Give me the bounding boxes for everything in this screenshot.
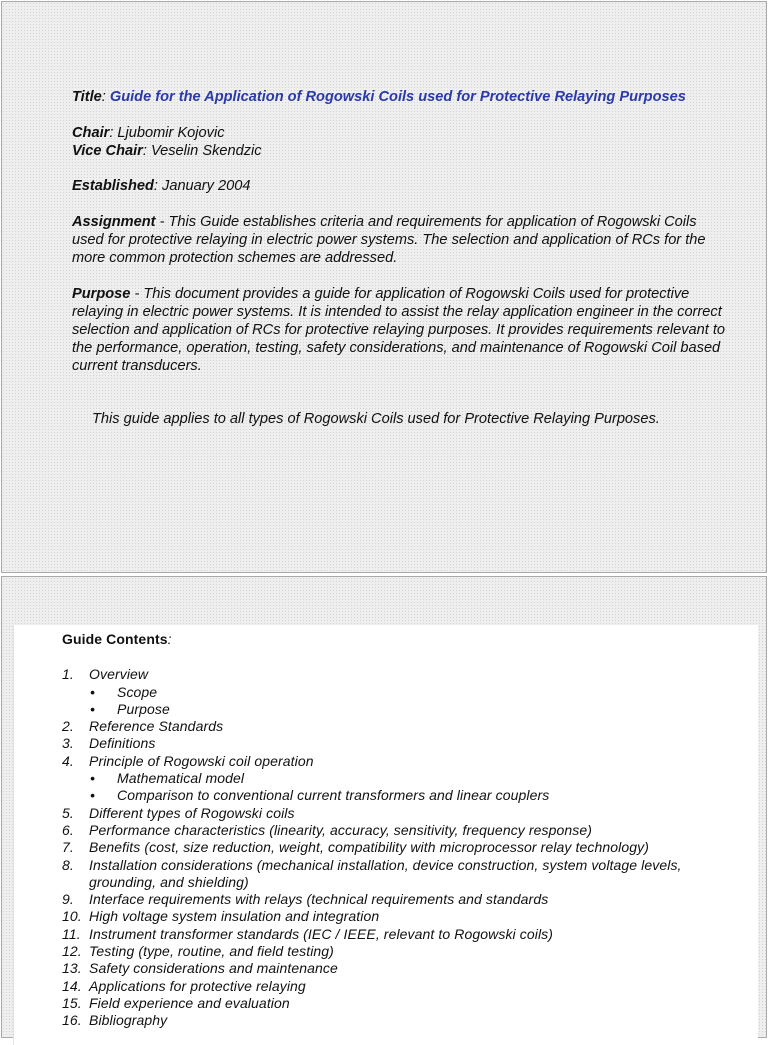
item-number: 7. [62, 839, 74, 856]
contents-item [62, 1012, 752, 1029]
contents-panel [13, 625, 758, 1045]
contents-subitem [62, 684, 752, 701]
item-number: 1. [62, 666, 74, 683]
contents-subitem [62, 770, 752, 787]
contents-item [62, 978, 752, 995]
item-text: Testing (type, routine, and field testing) [89, 943, 334, 960]
contents-heading: Guide Contents: [62, 631, 172, 647]
contents-item [62, 735, 752, 752]
item-text: Field experience and evaluation [89, 994, 290, 1011]
chair-label: Chair [72, 125, 110, 141]
table-of-contents [62, 631, 752, 1030]
item-text: Instrument transformer standards (IEC / IEEE, relevant to Rogowski coils) [89, 925, 554, 942]
item-number: 10. [62, 908, 82, 925]
established-label: Established [72, 178, 154, 194]
contents-item [62, 839, 752, 856]
assignment-paragraph [72, 213, 732, 267]
item-text: Bibliography [89, 1012, 168, 1029]
bullet-marker: • [90, 700, 96, 717]
contents-item [62, 960, 752, 977]
contents-item [62, 908, 752, 925]
contents-item [62, 891, 752, 908]
purpose-text: - This document provides a guide for application of Rogowski Coils used for protective relaying in electric power systems. It is intended to assist the relay application engineer in the correct selection and application of RCs for protective relaying purposes. It provides requirements relevant to the performance, operation, testing, safety considerations, and maintenance of Rogowski Coil based current transducers. [72, 286, 726, 374]
title-line: Title: Guide for the Application of Rogowski Coils used for Protective Relaying Purposes [72, 89, 686, 105]
contents-list [62, 666, 752, 1029]
contents-item [62, 822, 752, 839]
item-number: 15. [62, 994, 82, 1011]
item-number: 12. [62, 943, 82, 960]
item-number: 16. [62, 1012, 82, 1029]
item-text: Comparison to conventional current transformers and linear couplers [117, 787, 550, 804]
slide-1 [1, 1, 767, 573]
item-number: 3. [62, 735, 74, 752]
item-text: Benefits (cost, size reduction, weight, compatibility with microprocessor relay technology) [89, 839, 649, 856]
item-text: Installation considerations (mechanical installation, device construction, system voltage levels, grounding, and shielding) [89, 856, 682, 890]
item-number: 2. [62, 718, 74, 735]
item-text: Applications for protective relaying [89, 977, 306, 994]
bullet-marker: • [90, 787, 96, 804]
item-number: 4. [62, 752, 74, 769]
item-number: 9. [62, 891, 74, 908]
contents-item [62, 805, 752, 822]
contents-item [62, 926, 752, 943]
slide-2 [1, 576, 767, 1038]
item-text: Interface requirements with relays (technical requirements and standards [89, 891, 549, 908]
item-number: 14. [62, 977, 82, 994]
contents-subitem [62, 701, 752, 718]
item-text: Purpose [117, 700, 170, 717]
contents-item [62, 666, 752, 683]
item-number: 5. [62, 804, 74, 821]
document-title: Guide for the Application of Rogowski Coils used for Protective Relaying Purposes [109, 89, 686, 105]
item-number: 11. [62, 925, 81, 942]
item-text: Definitions [89, 735, 156, 752]
item-number: 8. [62, 856, 74, 873]
item-text: High voltage system insulation and integration [89, 908, 380, 925]
item-number: 6. [62, 821, 74, 838]
contents-item [62, 753, 752, 770]
item-number: 13. [62, 960, 82, 977]
item-text: Mathematical model [117, 770, 245, 787]
contents-subitem [62, 787, 752, 804]
vice-chair-name: Veselin Skendzic [150, 143, 262, 159]
item-text: Reference Standards [89, 718, 224, 735]
bullet-marker: • [90, 683, 96, 700]
chair-name: Ljubomir Kojovic [117, 125, 225, 141]
contents-item [62, 857, 752, 892]
title-label: Title [72, 89, 102, 105]
item-text: Performance characteristics (linearity, accuracy, sensitivity, frequency response) [89, 821, 593, 838]
purpose-label: Purpose [72, 286, 131, 302]
bullet-marker: • [90, 770, 96, 787]
item-text: Overview [89, 666, 149, 683]
contents-item [62, 943, 752, 960]
item-text: Different types of Rogowski coils [89, 804, 295, 821]
purpose-paragraph [72, 285, 732, 375]
item-text: Principle of Rogowski coil operation [89, 752, 314, 769]
chair-line: Chair: Ljubomir Kojovic [72, 125, 225, 141]
assignment-label: Assignment [72, 214, 156, 230]
scope-note: This guide applies to all types of Rogowski Coils used for Protective Relaying Purposes. [92, 411, 660, 427]
contents-item [62, 718, 752, 735]
established-date: January 2004 [162, 178, 251, 194]
established-line: Established: January 2004 [72, 178, 251, 194]
assignment-text: - This Guide establishes criteria and requirements for application of Rogowski Coils used for protective relaying in electric power systems. The selection and application of RCs for the more common protection schemes are addressed. [72, 214, 706, 266]
item-text: Scope [117, 683, 158, 700]
vice-chair-line: Vice Chair: Veselin Skendzic [72, 143, 262, 159]
vice-chair-label: Vice Chair [72, 143, 143, 159]
contents-item [62, 995, 752, 1012]
item-text: Safety considerations and maintenance [89, 960, 338, 977]
